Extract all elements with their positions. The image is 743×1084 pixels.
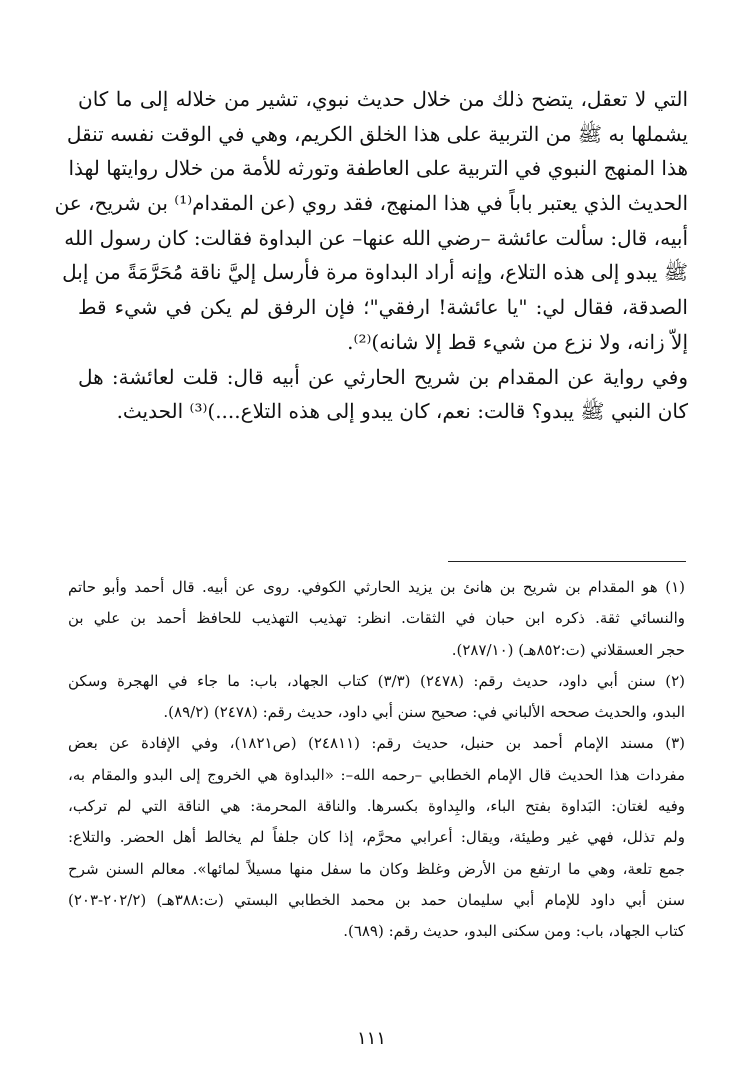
- footnote-line: وفيه لغتان: البَداوة بفتح الباء، والبِداوة بكسرها. والناقة المحرمة: هي الناقة التي لم تركب،: [68, 797, 685, 816]
- footnotes-block: [68, 572, 685, 948]
- footnote-divider: [448, 561, 686, 562]
- footnote-line: جمع تلعة، وهي ما ارتفع من الأرض وغلظ وكان ما سفل منها مسيلاً لمائها». معالم السنن شرح: [68, 859, 685, 878]
- main-text-line: يشملها به ﷺ من التربية على هذا الخلق الكريم، وهي في الوقت نفسه تنقل: [66, 121, 688, 146]
- main-text-block: [54, 82, 688, 429]
- footnote-line: (٢) سنن أبي داود، حديث رقم: (٢٤٧٨) (٣/٣) كتاب الجهاد، باب: ما جاء في الهجرة وسكن: [68, 671, 685, 690]
- main-text-line: الصدقة، فقال لي: "يا عائشة! ارفقي"؛ فإن الرفق لم يكن في شيء قط: [78, 295, 688, 320]
- footnote-line: كتاب الجهاد، باب: ومن سكنى البدو، حديث رقم: (٦٨٩).: [343, 922, 685, 941]
- footnote-line: البدو، والحديث صححه الألباني في: صحيح سنن أبي داود، حديث رقم: (٢٤٧٨) (٨٩/٢).: [163, 703, 685, 722]
- footnote-line: مفردات هذا الحديث قال الإمام الخطابي –رحمه الله–: «البداوة هي الخروج إلى البدو والمقام به،: [68, 765, 685, 784]
- main-text-line: ﷺ يبدو إلى هذه التلاع، وإنه أراد البداوة مرة فأرسل إليَّ ناقة مُحَرَّمَةً من إبل: [62, 260, 688, 285]
- main-text-line: وفي رواية عن المقدام بن شريح الحارثي عن أبيه قال: قلت لعائشة: هل: [78, 364, 688, 389]
- main-text-line: إلاّ زانه، ولا نزع من شيء قط إلا شانه)⁽²⁾.: [347, 329, 688, 354]
- main-text-line: التي لا تعقل، يتضح ذلك من خلال حديث نبوي، تشير من خلاله إلى ما كان: [78, 87, 688, 111]
- footnote-line: والنسائي ثقة. ذكره ابن حبان في الثقات. انظر: تهذيب التهذيب للحافظ أحمد بن علي بن: [68, 609, 685, 628]
- main-text-line: كان النبي ﷺ يبدو؟ قالت: نعم، كان يبدو إلى هذه التلاع....)⁽³⁾ الحديث.: [116, 399, 688, 424]
- footnote-line: حجر العسقلاني (ت:٨٥٢هـ) (٢٨٧/١٠).: [451, 640, 685, 659]
- footnote-line: (١) هو المقدام بن شريح بن هانئ بن يزيد الحارثي الكوفي. روى عن أبيه. قال أحمد وأبو حاتم: [68, 578, 685, 596]
- main-text-line: أبيه، قال: سألت عائشة –رضي الله عنها– عن البداوة فقالت: كان رسول الله: [64, 225, 688, 250]
- main-text-line: الحديث الذي يعتبر باباً في هذا المنهج، فقد روي (عن المقدام⁽¹⁾ بن شريح، عن: [54, 191, 688, 216]
- page-number: ١١١: [356, 1028, 386, 1049]
- footnote-line: (٣) مسند الإمام أحمد بن حنبل، حديث رقم: (٢٤٨١١) (ص١٨٢١)، وفي الإفادة عن بعض: [68, 734, 686, 753]
- main-text-line: هذا المنهج النبوي في التربية على العاطفة وتورثه للأمة من خلال روايتها لهذا: [68, 156, 688, 181]
- footnote-line: سنن أبي داود للإمام أبي سليمان حمد بن محمد الخطابي البستي (ت:٣٨٨هـ) (٢٠٢/٢-٢٠٣): [68, 890, 685, 909]
- footnote-line: ولم تذلل، فهي غير وطيئة، ويقال: أعرابي محرَّم، إذا كان جلفاً لم يخالط أهل الحضر. والتلاع:: [68, 828, 685, 847]
